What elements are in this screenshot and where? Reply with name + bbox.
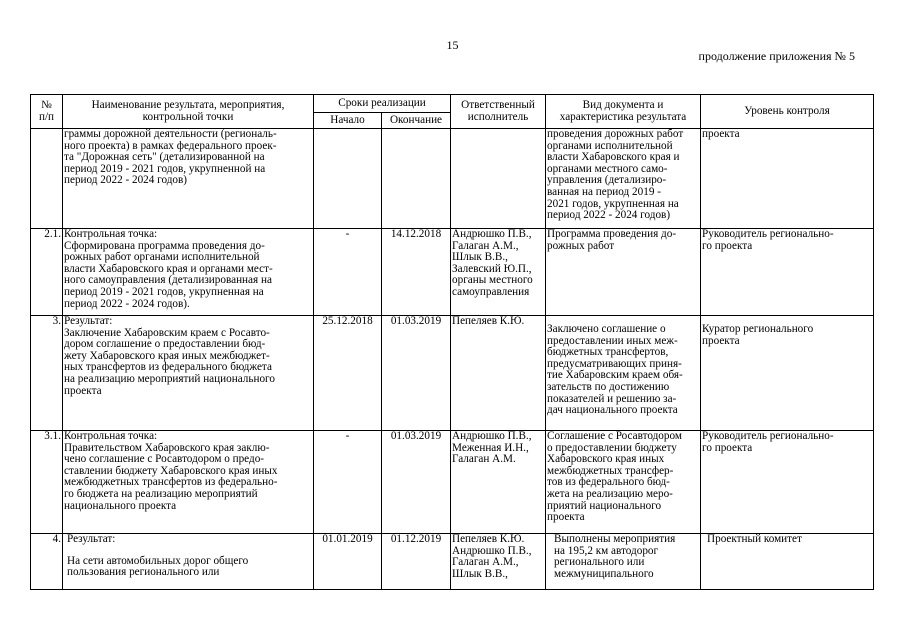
cell-responsible: Пепеляев К.Ю. Андрюшко П.В., Галаган А.М., Шлык В.В.,: [451, 534, 546, 590]
header-name: Наименование результата, мероприятия, контрольной точки: [63, 95, 314, 129]
cell-name: Контрольная точка: Правительством Хабаровского края заклю- чено соглашение с Росавтодором о предо- ставлении бюджету Хабаровского края иных межбюджетных трансфертов из федерально- го бюджета на реализацию мероприятий национального проекта: [63, 431, 314, 534]
table-row: [31, 316, 874, 431]
cell-num: [31, 129, 63, 229]
page-number: 15: [446, 38, 459, 52]
cell-doc: Заключено соглашение о предоставлении иных меж- бюджетных трансфертов, предусматривающих приня- тие Хабаровским краем обя- зательств по достижению показателей и решению за- дач национального проекта: [546, 316, 701, 431]
cell-num: 3.1.: [31, 431, 63, 534]
cell-control: Руководитель регионально- го проекта: [701, 431, 874, 534]
cell-control: проекта: [701, 129, 874, 229]
cell-end: 01.03.2019: [382, 431, 451, 534]
appendix-note: продолжение приложения № 5: [698, 49, 855, 63]
cell-control: Проектный комитет: [701, 534, 874, 590]
header-num: № п/п: [31, 95, 63, 129]
cell-name: Результат: Заключение Хабаровским краем с Росавто- дором соглашение о предоставлении бюд- жету Хабаровского края иных межбюджет- ных трансфертов из федерального бюджета на реализацию мероприятий национального проекта: [63, 316, 314, 431]
cell-end: [382, 129, 451, 229]
cell-end: 01.12.2019: [382, 534, 451, 590]
cell-end: 14.12.2018: [382, 229, 451, 316]
cell-doc: проведения дорожных работ органами исполнительной власти Хабаровского края и органами местного само- управления (детализиро- ванная на период 2019 - 2021 годов, укрупненная на период 2022 - 2024 годов): [546, 129, 701, 229]
cell-doc: Программа проведения до- рожных работ: [546, 229, 701, 316]
cell-control: Руководитель регионально- го проекта: [701, 229, 874, 316]
table-row: [31, 534, 874, 590]
cell-num: 3.: [31, 316, 63, 431]
cell-name: граммы дорожной деятельности (региональ- ного проекта) в рамках федерального проек- та "Дорожная сеть" (детализированной на период 2019 - 2021 годов, укрупненной на период 2022 - 2024 годов): [63, 129, 314, 229]
header-start: Начало: [314, 113, 382, 129]
header-doc: Вид документа и характеристика результата: [546, 95, 701, 129]
table-row: [31, 431, 874, 534]
table-row: [31, 129, 874, 229]
cell-num: 2.1.: [31, 229, 63, 316]
header-end: Окончание: [382, 113, 451, 129]
cell-responsible: Андрюшко П.В., Галаган А.М., Шлык В.В., Залевский Ю.П., органы местного самоуправления: [451, 229, 546, 316]
cell-start: -: [314, 229, 382, 316]
cell-end: 01.03.2019: [382, 316, 451, 431]
table-row: [31, 229, 874, 316]
cell-start: [314, 129, 382, 229]
cell-doc: Соглашение с Росавтодором о предоставлении бюджету Хабаровского края иных межбюджетных трансфер- тов из федерального бюд- жета на реализацию меро- приятий национального проекта: [546, 431, 701, 534]
cell-doc: Выполнены мероприятия на 195,2 км автодорог регионального или межмуниципального: [546, 534, 701, 590]
cell-responsible: [451, 129, 546, 229]
header-terms: Сроки реализации: [314, 95, 451, 113]
cell-control: Куратор регионального проекта: [701, 316, 874, 431]
cell-name: Контрольная точка: Сформирована программа проведения до- рожных работ органами исполнительной власти Хабаровского края и органами мест- ного самоуправления (детализированная на период 2019 - 2021 годов, укрупненная на период 2022 - 2024 годов).: [63, 229, 314, 316]
cell-name-text: На сети автомобильных дорог общего пользования регионального или: [67, 554, 249, 579]
cell-num: 4.: [31, 534, 63, 590]
implementation-plan-table: [30, 94, 874, 590]
cell-responsible: Андрюшко П.В., Меженная И.Н., Галаган А.М.: [451, 431, 546, 534]
cell-start: 01.01.2019: [314, 534, 382, 590]
cell-name-title: Результат:: [67, 533, 116, 545]
header-control: Уровень контроля: [701, 95, 874, 129]
cell-name: [63, 534, 314, 590]
header-responsible: Ответственный исполнитель: [451, 95, 546, 129]
cell-start: -: [314, 431, 382, 534]
cell-start: 25.12.2018: [314, 316, 382, 431]
cell-responsible: Пепеляев К.Ю.: [451, 316, 546, 431]
